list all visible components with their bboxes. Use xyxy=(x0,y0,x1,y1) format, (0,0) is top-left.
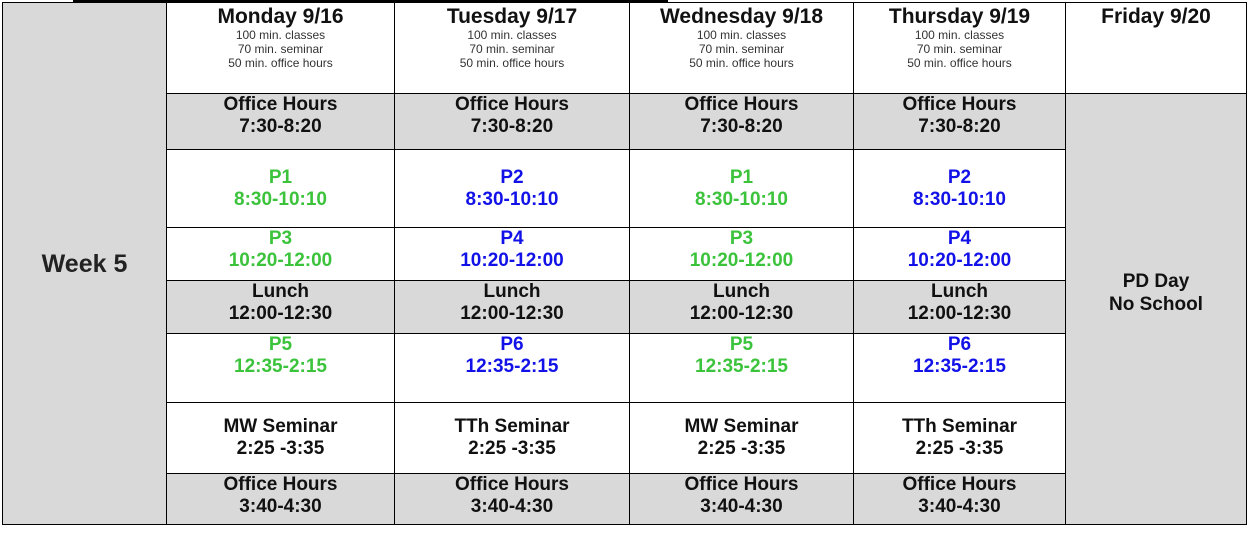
schedule-cell: TTh Seminar 2:25 -3:35 xyxy=(395,403,630,474)
schedule-cell: Office Hours 3:40-4:30 xyxy=(630,474,854,525)
table-row xyxy=(3,403,1247,474)
schedule-cell: P3 10:20-12:00 xyxy=(630,228,854,281)
day-header-tuesday xyxy=(395,3,630,94)
table-row xyxy=(3,334,1247,403)
day-name: Friday 9/20 xyxy=(1101,5,1211,28)
table-row xyxy=(3,228,1247,281)
table-row xyxy=(3,150,1247,228)
schedule-cell: P2 8:30-10:10 xyxy=(854,150,1066,228)
table-row xyxy=(3,94,1247,150)
friday-line2: No School xyxy=(1109,294,1203,315)
schedule-cell: Office Hours 7:30-8:20 xyxy=(167,94,395,150)
day-note: 100 min. classes xyxy=(914,28,1005,42)
day-header-wednesday xyxy=(630,3,854,94)
schedule-cell: MW Seminar 2:25 -3:35 xyxy=(630,403,854,474)
table-row xyxy=(3,474,1247,525)
friday-cell xyxy=(1066,94,1247,525)
day-note: 100 min. classes xyxy=(235,28,326,42)
day-name: Tuesday 9/17 xyxy=(446,5,578,28)
day-name: Thursday 9/19 xyxy=(888,5,1031,28)
schedule-cell: P6 12:35-2:15 xyxy=(395,334,630,403)
day-header-monday xyxy=(167,3,395,94)
schedule-cell: Lunch 12:00-12:30 xyxy=(395,281,630,334)
day-note: 50 min. office hours xyxy=(907,56,1012,70)
friday-line1: PD Day xyxy=(1122,271,1190,292)
day-note: 70 min. seminar xyxy=(469,42,555,56)
schedule-cell: P4 10:20-12:00 xyxy=(395,228,630,281)
schedule-cell: P3 10:20-12:00 xyxy=(167,228,395,281)
day-note: 100 min. classes xyxy=(467,28,557,42)
week-schedule-table xyxy=(2,2,1247,525)
day-note: 50 min. office hours xyxy=(228,56,333,70)
schedule-cell: P1 8:30-10:10 xyxy=(167,150,395,228)
week-label-cell xyxy=(3,3,167,525)
week-label: Week 5 xyxy=(41,249,128,278)
schedule-cell: P2 8:30-10:10 xyxy=(395,150,630,228)
schedule-cell: Lunch 12:00-12:30 xyxy=(630,281,854,334)
day-header-friday xyxy=(1066,3,1247,94)
schedule-cell: P6 12:35-2:15 xyxy=(854,334,1066,403)
schedule-cell: TTh Seminar 2:25 -3:35 xyxy=(854,403,1066,474)
day-header-thursday xyxy=(854,3,1066,94)
day-name: Monday 9/16 xyxy=(217,5,344,28)
schedule-cell: Office Hours 3:40-4:30 xyxy=(854,474,1066,525)
day-note: 70 min. seminar xyxy=(237,42,324,56)
schedule-cell: Office Hours 7:30-8:20 xyxy=(854,94,1066,150)
header-row xyxy=(3,3,1247,94)
schedule-cell: P5 12:35-2:15 xyxy=(630,334,854,403)
day-name: Wednesday 9/18 xyxy=(659,5,824,28)
schedule-cell: Office Hours 3:40-4:30 xyxy=(167,474,395,525)
day-note: 70 min. seminar xyxy=(916,42,1003,56)
schedule-cell: P5 12:35-2:15 xyxy=(167,334,395,403)
schedule-cell: Lunch 12:00-12:30 xyxy=(167,281,395,334)
day-note: 50 min. office hours xyxy=(689,56,794,70)
day-note: 50 min. office hours xyxy=(459,56,565,70)
day-note: 100 min. classes xyxy=(696,28,787,42)
schedule-cell: Office Hours 3:40-4:30 xyxy=(395,474,630,525)
day-note: 70 min. seminar xyxy=(698,42,785,56)
schedule-cell: P4 10:20-12:00 xyxy=(854,228,1066,281)
table-row xyxy=(3,281,1247,334)
schedule-cell: MW Seminar 2:25 -3:35 xyxy=(167,403,395,474)
schedule-cell: Office Hours 7:30-8:20 xyxy=(395,94,630,150)
schedule-cell: P1 8:30-10:10 xyxy=(630,150,854,228)
schedule-cell: Office Hours 7:30-8:20 xyxy=(630,94,854,150)
schedule-cell: Lunch 12:00-12:30 xyxy=(854,281,1066,334)
